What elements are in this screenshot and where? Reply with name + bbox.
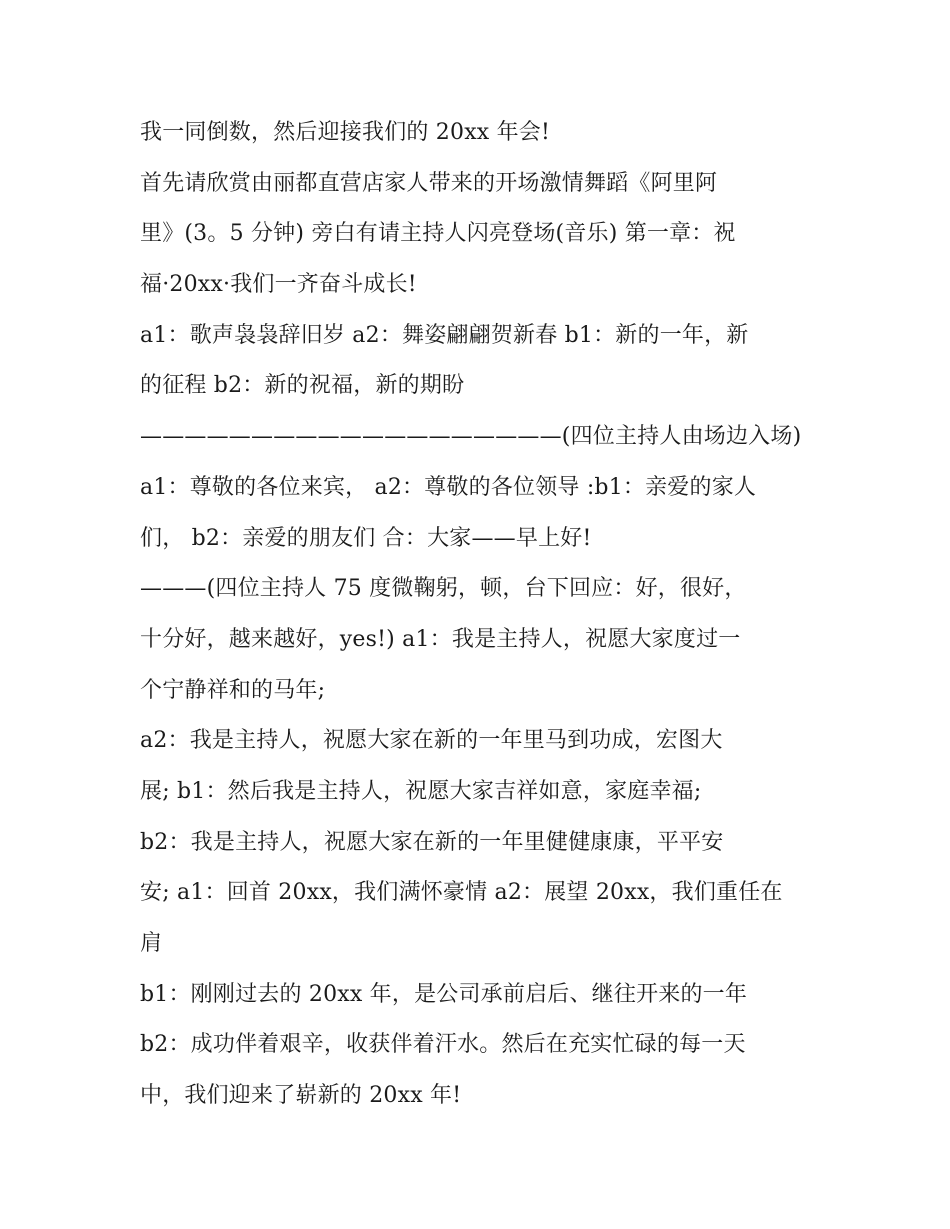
text-line: 里》(3。5 分钟) 旁白有请主持人闪亮登场(音乐) 第一章：祝 <box>140 221 736 247</box>
text-line: 展; b1：然后我是主持人，祝愿大家吉祥如意，家庭幸福; <box>140 778 702 804</box>
text-line: a2：我是主持人，祝愿大家在新的一年里马到功成，宏图大 <box>140 728 723 754</box>
text-line: 安; a1：回首 20xx，我们满怀豪情 a2：展望 20xx，我们重任在 <box>140 880 783 906</box>
text-line: 中，我们迎来了崭新的 20xx 年! <box>140 1083 462 1109</box>
text-line: b2：成功伴着艰辛，收获伴着汗水。然后在充实忙碌的每一天 <box>140 1032 746 1058</box>
text-line: a1：歌声袅袅辞旧岁 a2：舞姿翩翩贺新春 b1：新的一年，新 <box>140 322 749 348</box>
text-line: 福·20xx·我们一齐奋斗成长! <box>140 272 417 298</box>
document-body <box>140 108 820 1122</box>
text-line: 十分好，越来越好，yes!) a1：我是主持人，祝愿大家度过一 <box>140 626 741 652</box>
text-line: b1：刚刚过去的 20xx 年，是公司承前启后、继往开来的一年 <box>140 981 748 1007</box>
text-line: 我一同倒数，然后迎接我们的 20xx 年会! <box>140 120 551 145</box>
text-line: 个宁静祥和的马年; <box>140 677 326 703</box>
text-line: 的征程 b2：新的祝福，新的期盼 <box>140 373 465 399</box>
text-line: ———————————————————(四位主持人由场边入场) <box>140 424 802 450</box>
text-line: 肩 <box>140 931 163 956</box>
text-line: b2：我是主持人，祝愿大家在新的一年里健健康康，平平安 <box>140 829 724 855</box>
text-line: 们， b2：亲爱的朋友们 合：大家——早上好! <box>140 525 592 551</box>
text-line: 首先请欣赏由丽都直营店家人带来的开场激情舞蹈《阿里阿 <box>140 170 718 196</box>
text-line: a1：尊敬的各位来宾， a2：尊敬的各位领导 :b1：亲爱的家人 <box>140 474 757 500</box>
text-line: ———(四位主持人 75 度微鞠躬，顿，台下回应：好，很好， <box>140 576 747 602</box>
